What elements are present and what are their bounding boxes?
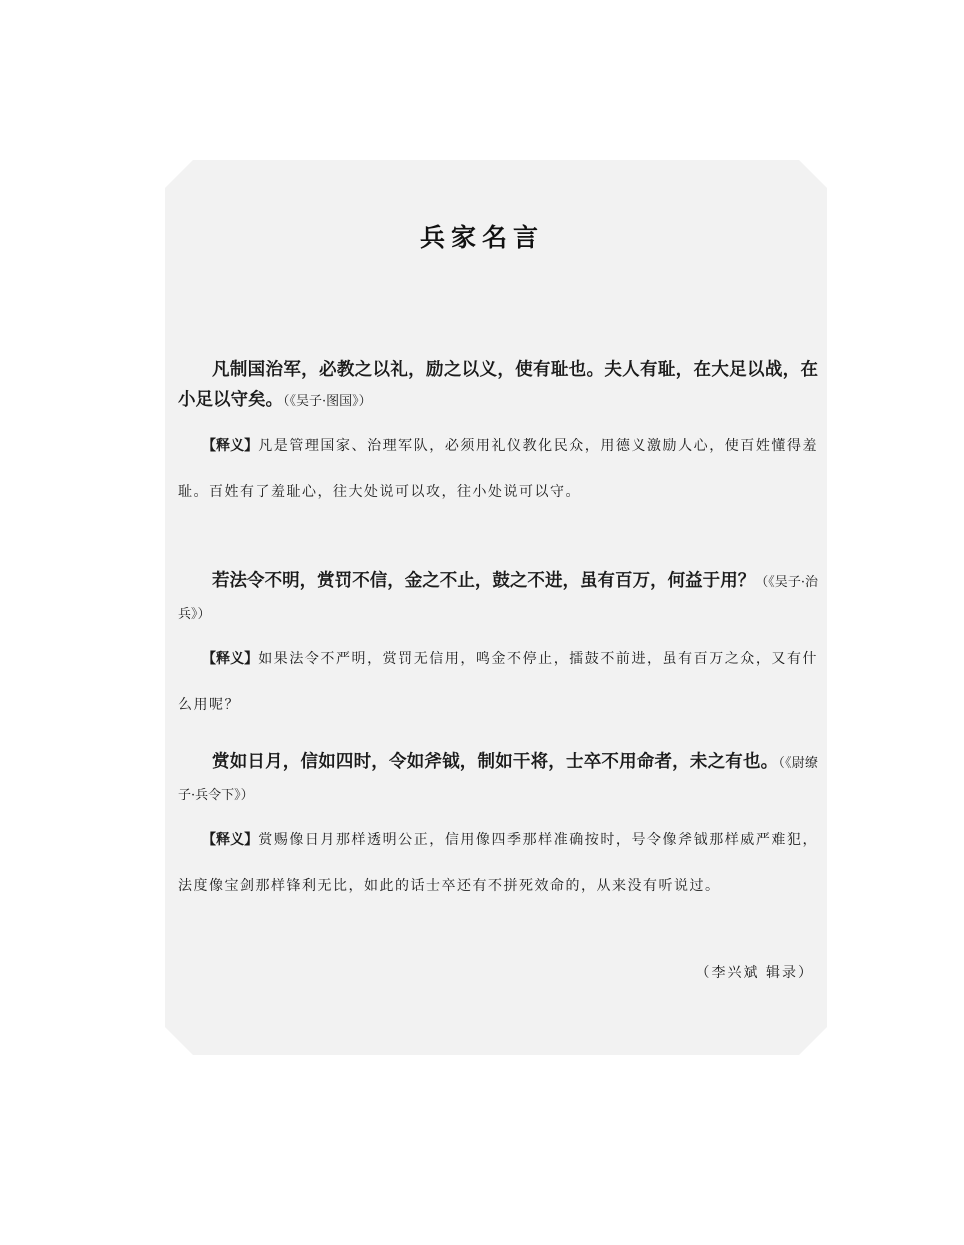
entry-note — [178, 817, 818, 909]
quote-source: （《吴子·治兵》） — [178, 575, 819, 622]
entry-quote — [178, 747, 818, 811]
quote-text: 若法令不明，赏罚不信，金之不止，鼓之不进，虽有百万，何益于用？ — [212, 571, 756, 591]
note-tag: 【释义】 — [202, 438, 259, 454]
entry-1 — [178, 355, 818, 515]
entry-note — [178, 636, 818, 728]
quote-text: 赏如日月，信如四时，令如斧钺，制如干将，士卒不用命者，未之有也。 — [212, 752, 779, 772]
entry-quote — [178, 566, 818, 630]
note-text: 如果法令不严明，赏罚无信用，鸣金不停止，擂鼓不前进，虽有百万之众，又有什么用呢？ — [178, 651, 819, 713]
page-title: 兵家名言 — [419, 223, 544, 252]
note-text: 凡是管理国家、治理军队，必须用礼仪教化民众，用德义激励人心，使百姓懂得羞耻。百姓有了羞耻心，往大处说可以攻，往小处说可以守。 — [178, 438, 819, 500]
quote-source: （《吴子·图国》） — [283, 394, 372, 409]
note-text: 赏赐像日月那样透明公正，信用像四季那样准确按时，号令像斧钺那样威严难犯，法度像宝剑那样锋利无比，如此的话士卒还有不拼死效命的，从来没有听说过。 — [178, 832, 819, 894]
entry-quote — [178, 355, 818, 417]
note-tag: 【释义】 — [202, 651, 259, 667]
entry-note — [178, 423, 818, 515]
entry-3 — [178, 747, 818, 909]
quote-source: （《尉缭子·兵令下》） — [178, 756, 818, 803]
quote-text: 凡制国治军，必教之以礼，励之以义，使有耻也。夫人有耻，在大足以战，在小足以守矣。 — [178, 360, 818, 410]
compiler-credit: （李兴斌 辑录） — [695, 965, 814, 981]
entry-2 — [178, 566, 818, 728]
note-tag: 【释义】 — [202, 832, 259, 848]
